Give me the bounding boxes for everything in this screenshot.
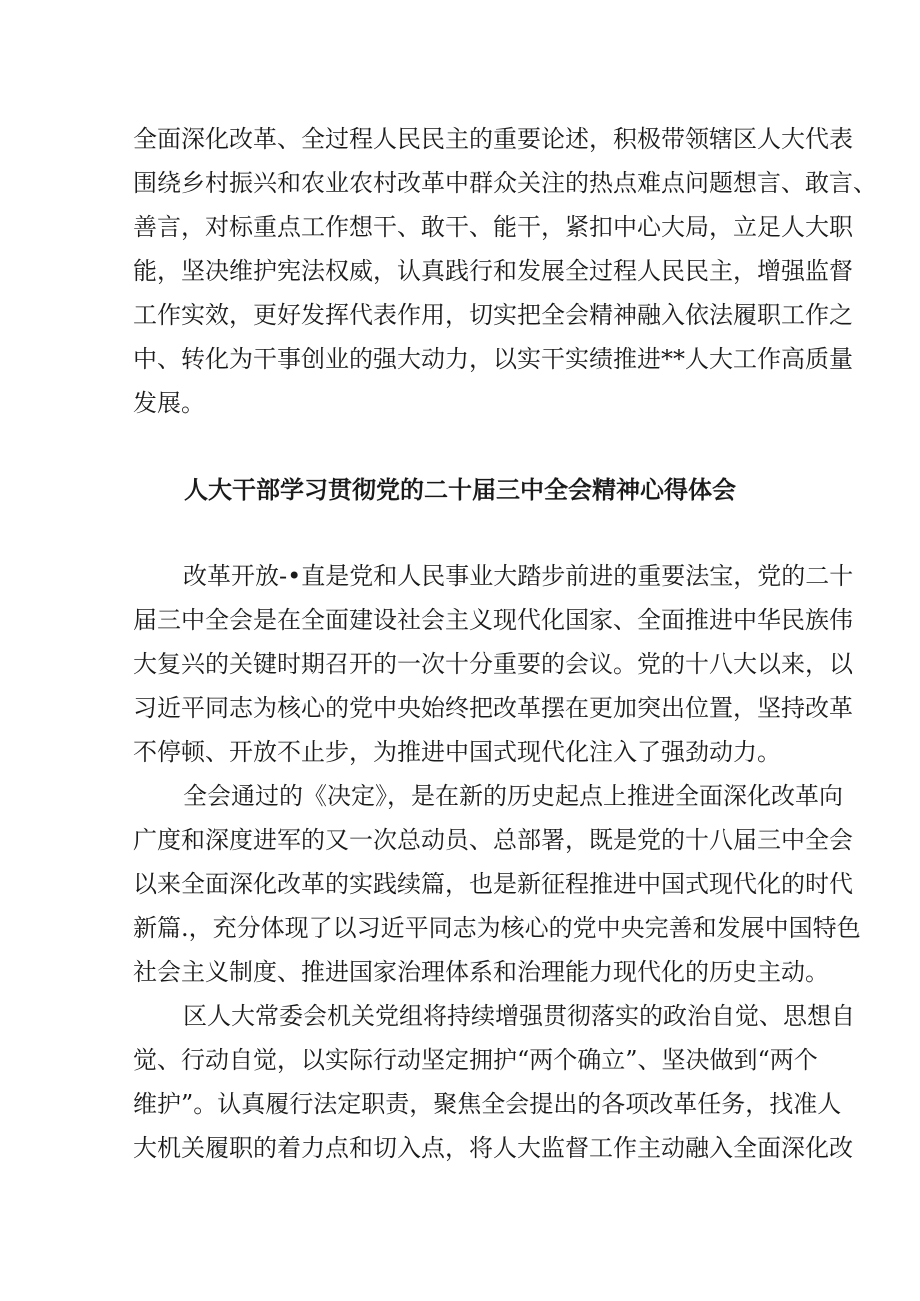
text-line: 全面深化改革、全过程人民民主的重要论述，积极带领辖区人大代表 — [133, 125, 853, 153]
text-line: 不停顿、开放不止步，为推进中国式现代化注入了强劲动力。 — [133, 738, 781, 766]
text-line: 以来全面深化改革的实践续篇，也是新征程推进中国式现代化的时代 — [133, 870, 853, 898]
text-line: 改革开放-•直是党和人民事业大踏步前进的重要法宝，党的二十 — [183, 562, 854, 590]
intro-paragraph — [133, 117, 877, 425]
text-line: 工作实效，更好发挥代表作用，切实把全会精神融入依法履职工作之 — [133, 301, 853, 329]
text-line: 社会主义制度、推进国家治理体系和治理能力现代化的历史主动。 — [133, 958, 829, 986]
text-line: 届三中全会是在全面建设社会主义现代化国家、全面推进中华民族伟 — [133, 606, 853, 634]
text-line: 维护”。认真履行法定职责，聚焦全会提出的各项改革任务，找准人 — [133, 1090, 842, 1118]
document-title: 人大干部学习贯彻党的二十届三中全会精神心得体会 — [184, 476, 736, 504]
text-line: 新篇.，充分体现了以习近平同志为核心的党中央完善和发展中国特色 — [133, 914, 861, 942]
text-line: 习近平同志为核心的党中央始终把改革摆在更加突出位置，坚持改革 — [133, 694, 853, 722]
paragraph-2 — [133, 774, 861, 994]
text-line: 围绕乡村振兴和农业农村改革中群众关注的热点难点问题想言、敢言、 — [133, 169, 877, 197]
text-line: 中、转化为干事创业的强大动力，以实干实绩推进**人大工作高质量 — [133, 345, 853, 373]
text-line: 大复兴的关键时期召开的一次十分重要的会议。党的十八大以来，以 — [133, 650, 853, 678]
body-text — [133, 554, 861, 1170]
paragraph-1 — [133, 554, 854, 774]
text-line: 区人大常委会机关党组将持续增强贯彻落实的政治自觉、思想自 — [183, 1002, 855, 1030]
text-line: 全会通过的《决定》，是在新的历史起点上推进全面深化改革向 — [183, 782, 843, 810]
paragraph-3 — [133, 994, 855, 1170]
text-line: 善言，对标重点工作想干、敢干、能干，紧扣中心大局，立足人大职 — [133, 213, 853, 241]
text-line: 觉、行动自觉，以实际行动坚定拥护“两个确立”、坚决做到“两个 — [133, 1046, 818, 1074]
text-line: 发展。 — [133, 389, 205, 417]
text-line: 广度和深度进军的又一次总动员、总部署，既是党的十八届三中全会 — [133, 826, 853, 854]
text-line: 大机关履职的着力点和切入点，将人大监督工作主动融入全面深化改 — [133, 1134, 853, 1162]
text-line: 能，坚决维护宪法权威，认真践行和发展全过程人民民主，增强监督 — [133, 257, 853, 285]
